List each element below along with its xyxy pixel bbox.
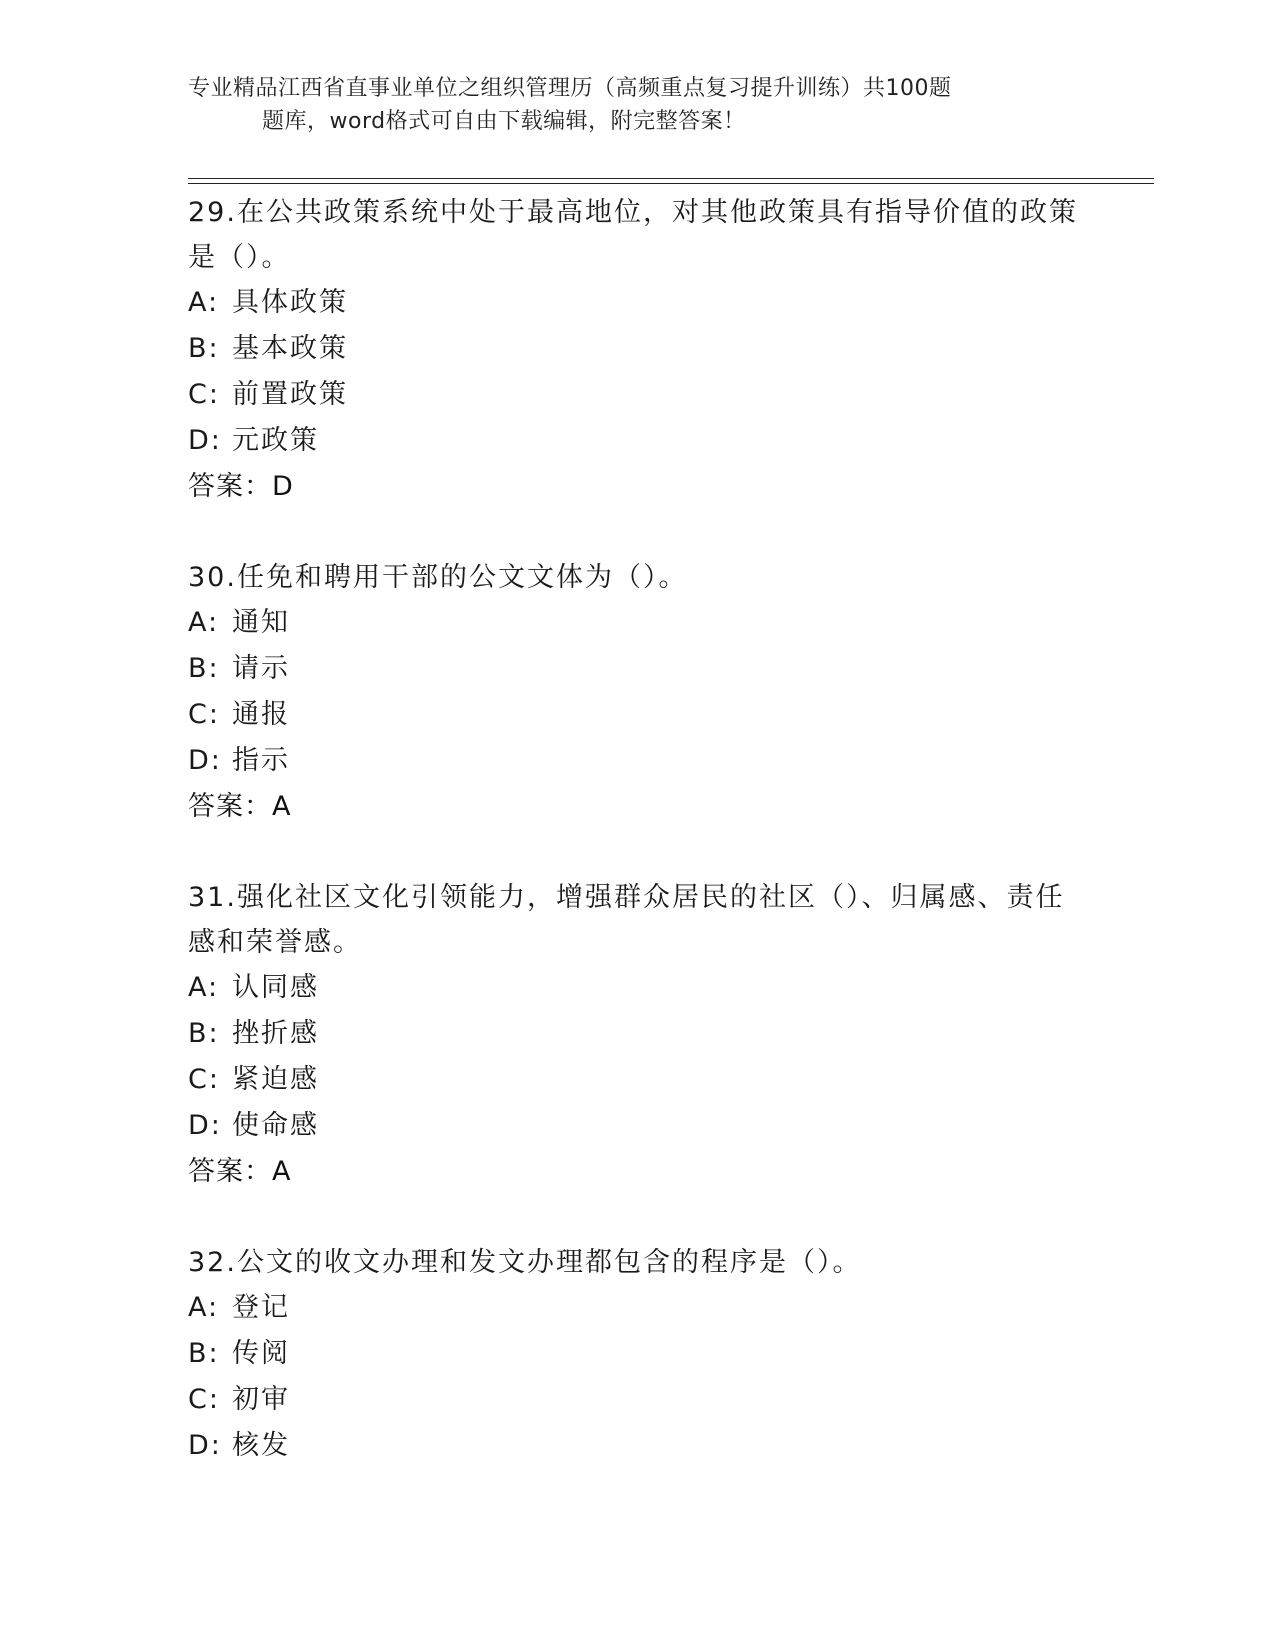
- option-b: [188, 326, 1088, 372]
- option-text: 前置政策: [232, 379, 348, 410]
- option-text: 具体政策: [232, 287, 348, 318]
- option-d: [188, 738, 1088, 784]
- header-rule-bottom: [188, 183, 1154, 184]
- question-list: [188, 190, 1088, 1514]
- option-text: 通知: [232, 607, 290, 638]
- option-d: [188, 1103, 1088, 1149]
- question-text: 29.在公共政策系统中处于最高地位，对其他政策具有指导价值的政策是（）。: [188, 197, 1078, 273]
- option-key: A:: [188, 287, 220, 318]
- option-key: A:: [188, 972, 220, 1003]
- question-31: [188, 875, 1088, 1195]
- header-rule-top: [188, 178, 1154, 179]
- option-key: D:: [188, 1110, 222, 1141]
- document-header: [188, 72, 1048, 138]
- option-b: [188, 646, 1088, 692]
- option-key: B:: [188, 653, 220, 684]
- question-text: 31.强化社区文化引领能力，增强群众居民的社区（）、归属感、责任感和荣誉感。: [188, 882, 1065, 958]
- option-key: A:: [188, 607, 220, 638]
- question-text: 32.公文的收文办理和发文办理都包含的程序是（）。: [188, 1247, 862, 1278]
- option-text: 元政策: [232, 425, 319, 456]
- option-key: C:: [188, 1384, 220, 1415]
- option-a: [188, 280, 1088, 326]
- option-text: 基本政策: [232, 333, 348, 364]
- option-text: 初审: [232, 1384, 290, 1415]
- answer: 答案：D: [188, 471, 294, 502]
- option-key: B:: [188, 1018, 220, 1049]
- header-line-1: 专业精品江西省直事业单位之组织管理历（高频重点复习提升训练）共100题: [188, 76, 952, 101]
- option-key: D:: [188, 745, 222, 776]
- option-d: [188, 418, 1088, 464]
- option-a: [188, 600, 1088, 646]
- option-b: [188, 1011, 1088, 1057]
- header-line-2: 题库，word格式可自由下载编辑，附完整答案！: [262, 109, 746, 134]
- option-text: 登记: [232, 1292, 290, 1323]
- option-b: [188, 1331, 1088, 1377]
- option-a: [188, 1285, 1088, 1331]
- option-text: 挫折感: [232, 1018, 319, 1049]
- option-key: B:: [188, 333, 220, 364]
- option-text: 指示: [232, 745, 290, 776]
- option-key: D:: [188, 1430, 222, 1461]
- option-text: 传阅: [232, 1338, 290, 1369]
- option-text: 核发: [232, 1430, 290, 1461]
- option-key: C:: [188, 379, 220, 410]
- option-key: D:: [188, 425, 222, 456]
- question-29: [188, 190, 1088, 510]
- option-c: [188, 372, 1088, 418]
- question-30: [188, 555, 1088, 830]
- question-text: 30.任免和聘用干部的公文文体为（）。: [188, 562, 688, 593]
- option-c: [188, 1057, 1088, 1103]
- option-key: B:: [188, 1338, 220, 1369]
- option-text: 通报: [232, 699, 290, 730]
- option-text: 认同感: [232, 972, 319, 1003]
- option-c: [188, 692, 1088, 738]
- option-c: [188, 1377, 1088, 1423]
- option-key: C:: [188, 1064, 220, 1095]
- option-key: A:: [188, 1292, 220, 1323]
- option-text: 请示: [232, 653, 290, 684]
- question-32: [188, 1240, 1088, 1469]
- answer: 答案：A: [188, 791, 292, 822]
- option-a: [188, 965, 1088, 1011]
- option-text: 紧迫感: [232, 1064, 319, 1095]
- answer: 答案：A: [188, 1156, 292, 1187]
- option-text: 使命感: [232, 1110, 319, 1141]
- option-key: C:: [188, 699, 220, 730]
- option-d: [188, 1423, 1088, 1469]
